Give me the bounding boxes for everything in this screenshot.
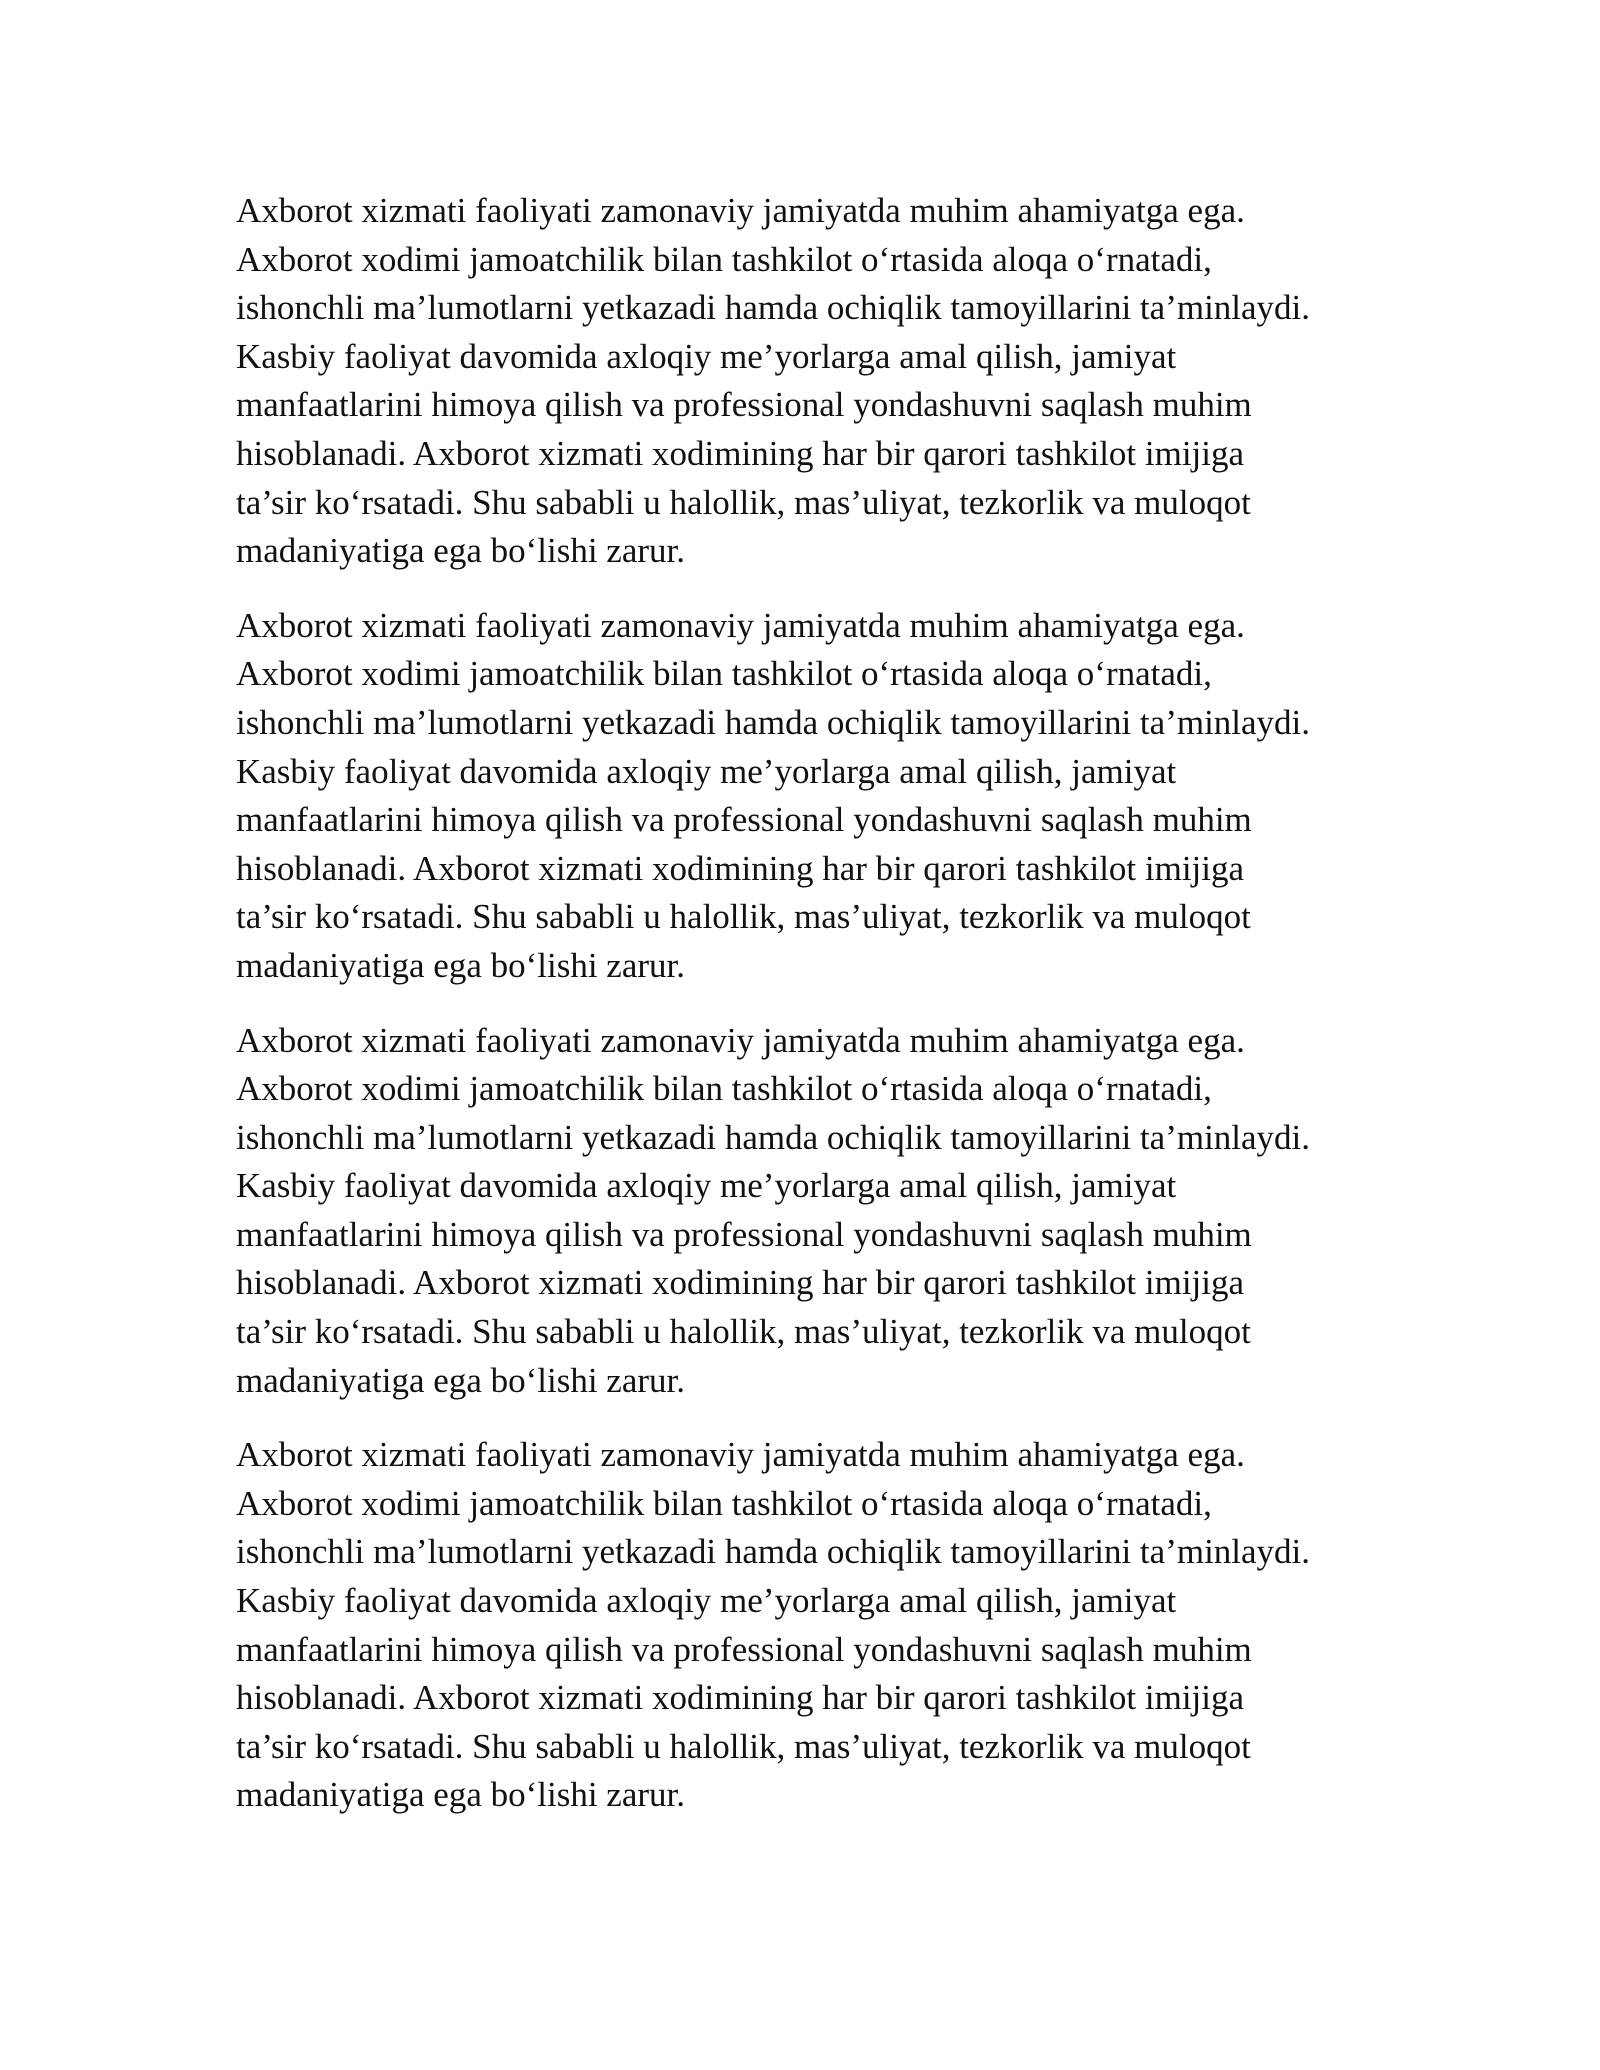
paragraph-line: ishonchli ma’lumotlarni yetkazadi hamda ochiqlik tamoyillarini ta’minlaydi. [236, 1117, 1311, 1157]
paragraph-line: Axborot xizmati faoliyati zamonaviy jamiyatda muhim ahamiyatga ega. [236, 191, 1245, 230]
paragraph-line: Axborot xodimi jamoatchilik bilan tashkilot o‘rtasida aloqa o‘rnatadi, [236, 1483, 1212, 1523]
paragraph-1 [236, 187, 1376, 576]
paragraph-line: ta’sir ko‘rsatadi. Shu sababli u halollik, mas’uliyat, tezkorlik va muloqot [236, 482, 1251, 522]
paragraph-line: manfaatlarini himoya qilish va professional yondashuvni saqlash muhim [236, 800, 1252, 840]
paragraph-line: Axborot xodimi jamoatchilik bilan tashkilot o‘rtasida aloqa o‘rnatadi, [236, 1069, 1212, 1109]
paragraph-line: madaniyatiga ega bo‘lishi zarur. [236, 1775, 686, 1815]
paragraph-line: Axborot xodimi jamoatchilik bilan tashkilot o‘rtasida aloqa o‘rnatadi, [236, 654, 1212, 694]
paragraph-line: hisoblanadi. Axborot xizmati xodimining har bir qarori tashkilot imijiga [236, 433, 1245, 473]
paragraph-line: Kasbiy faoliyat davomida axloqiy me’yorlarga amal qilish, jamiyat [236, 1581, 1177, 1621]
paragraph-line: hisoblanadi. Axborot xizmati xodimining har bir qarori tashkilot imijiga [236, 848, 1245, 888]
paragraph-line: Axborot xizmati faoliyati zamonaviy jamiyatda muhim ahamiyatga ega. [236, 1020, 1245, 1060]
paragraph-2 [236, 602, 1376, 991]
document-body [236, 187, 1376, 1846]
paragraph-line: hisoblanadi. Axborot xizmati xodimining har bir qarori tashkilot imijiga [236, 1678, 1245, 1718]
paragraph-line: madaniyatiga ega bo‘lishi zarur. [236, 1360, 686, 1400]
paragraph-line: ishonchli ma’lumotlarni yetkazadi hamda ochiqlik tamoyillarini ta’minlaydi. [236, 288, 1311, 328]
paragraph-line: ta’sir ko‘rsatadi. Shu sababli u halollik, mas’uliyat, tezkorlik va muloqot [236, 1726, 1251, 1766]
paragraph-line: madaniyatiga ega bo‘lishi zarur. [236, 945, 686, 985]
paragraph-line: Kasbiy faoliyat davomida axloqiy me’yorlarga amal qilish, jamiyat [236, 751, 1177, 791]
paragraph-line: Axborot xizmati faoliyati zamonaviy jamiyatda muhim ahamiyatga ega. [236, 1435, 1245, 1475]
paragraph-3 [236, 1017, 1376, 1406]
paragraph-line: manfaatlarini himoya qilish va professional yondashuvni saqlash muhim [236, 1214, 1252, 1254]
paragraph-line: ta’sir ko‘rsatadi. Shu sababli u halollik, mas’uliyat, tezkorlik va muloqot [236, 1312, 1251, 1352]
paragraph-line: Kasbiy faoliyat davomida axloqiy me’yorlarga amal qilish, jamiyat [236, 336, 1177, 376]
paragraph-line: ishonchli ma’lumotlarni yetkazadi hamda ochiqlik tamoyillarini ta’minlaydi. [236, 1532, 1311, 1572]
paragraph-line: madaniyatiga ega bo‘lishi zarur. [236, 531, 686, 571]
paragraph-line: Kasbiy faoliyat davomida axloqiy me’yorlarga amal qilish, jamiyat [236, 1166, 1177, 1206]
paragraph-line: ta’sir ko‘rsatadi. Shu sababli u halollik, mas’uliyat, tezkorlik va muloqot [236, 897, 1251, 937]
paragraph-4 [236, 1431, 1376, 1820]
paragraph-line: Axborot xodimi jamoatchilik bilan tashkilot o‘rtasida aloqa o‘rnatadi, [236, 239, 1212, 279]
paragraph-line: hisoblanadi. Axborot xizmati xodimining har bir qarori tashkilot imijiga [236, 1263, 1245, 1303]
paragraph-line: ishonchli ma’lumotlarni yetkazadi hamda ochiqlik tamoyillarini ta’minlaydi. [236, 702, 1311, 742]
paragraph-line: manfaatlarini himoya qilish va professional yondashuvni saqlash muhim [236, 385, 1252, 425]
paragraph-line: Axborot xizmati faoliyati zamonaviy jamiyatda muhim ahamiyatga ega. [236, 605, 1245, 645]
paragraph-line: manfaatlarini himoya qilish va professional yondashuvni saqlash muhim [236, 1629, 1252, 1669]
